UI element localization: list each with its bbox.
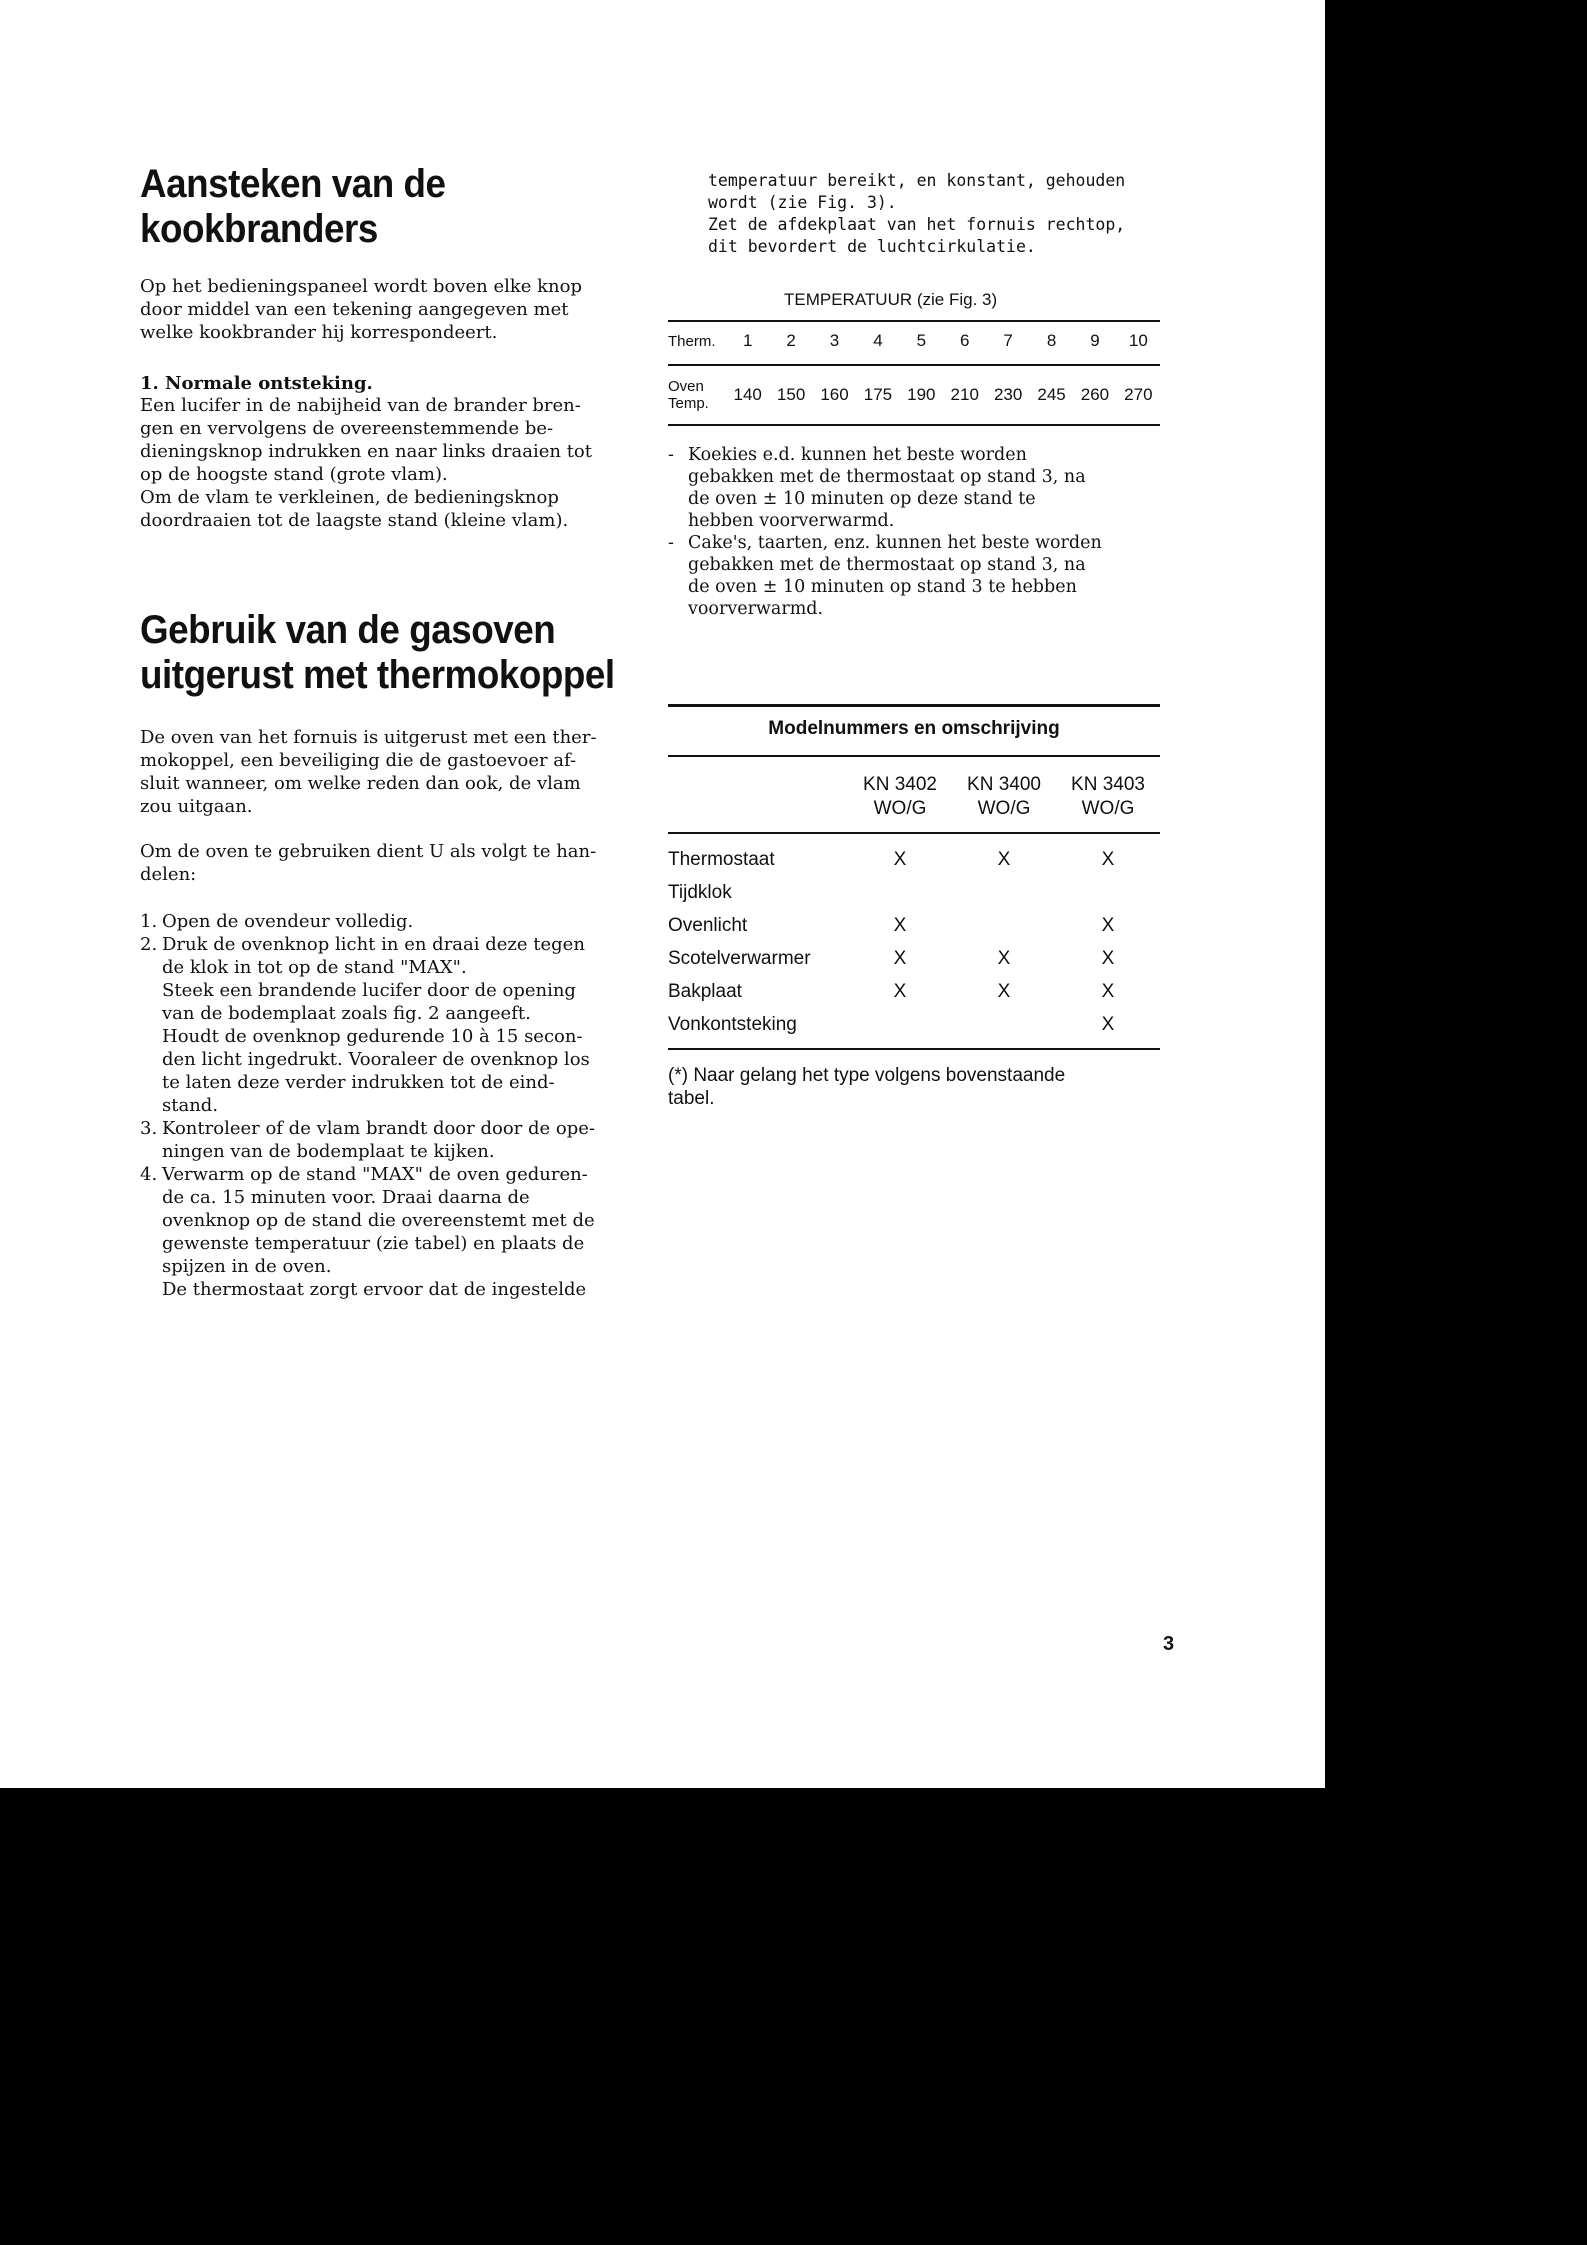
table-row — [668, 909, 1160, 942]
text-line: Om de vlam te verkleinen, de bedieningsknop — [140, 487, 559, 508]
text-line: te laten deze verder indrukken tot de eind- — [162, 1072, 555, 1093]
text-line: ovenknop op de stand die overeenstemt met de — [162, 1210, 595, 1231]
header-line: WO/G — [873, 798, 927, 819]
table-row — [668, 876, 1160, 909]
text-line: gen en vervolgens de overeenstemmende be- — [140, 418, 554, 439]
text-line: sluit wanneer, om welke reden dan ook, de vlam — [140, 773, 581, 794]
text-line: gebakken met de thermostaat op stand 3, na — [688, 467, 1086, 487]
table-cell: X — [893, 914, 907, 936]
text-line: De thermostaat zorgt ervoor dat de ingestelde — [162, 1279, 587, 1300]
table-rule — [668, 755, 1160, 757]
feature-label: Vonkontsteking — [668, 1013, 797, 1035]
therm-cell: 6 — [960, 331, 970, 350]
text-line: Druk de ovenknop licht in en draai deze tegen — [162, 934, 585, 955]
temp-cell: 270 — [1124, 385, 1153, 404]
model-column-header — [1056, 773, 1160, 821]
text-line: zou uitgaan. — [140, 796, 253, 817]
text-line: Houdt de ovenknop gedurende 10 à 15 secon- — [162, 1026, 583, 1047]
table-rule — [668, 320, 1160, 322]
feature-label: Thermostaat — [668, 848, 775, 870]
text-line: de oven ± 10 minuten op deze stand te — [688, 489, 1036, 509]
therm-cell: 9 — [1090, 331, 1100, 350]
text-line: dit bevordert de luchtcirkulatie. — [708, 237, 1036, 256]
therm-cell: 7 — [1003, 331, 1013, 350]
page-number: 3 — [1163, 1633, 1175, 1655]
therm-cell: 1 — [742, 331, 753, 350]
list-item — [140, 910, 595, 933]
list-item — [668, 532, 1102, 620]
text-line: Om de oven te gebruiken dient U als volgt te han- — [140, 841, 597, 862]
table-row — [668, 975, 1160, 1008]
table-rule — [668, 1048, 1160, 1050]
therm-cell: 3 — [829, 331, 840, 350]
therm-cell: 4 — [873, 331, 883, 350]
step-number: 1. — [140, 911, 158, 932]
text-line: voorverwarmd. — [688, 599, 824, 619]
row-label: Therm. — [668, 332, 716, 350]
feature-label: Tijdklok — [668, 881, 732, 903]
feature-label: Bakplaat — [668, 980, 742, 1002]
text-line: gewenste temperatuur (zie tabel) en plaats de — [162, 1233, 585, 1254]
step-number: 4. — [140, 1164, 158, 1185]
model-table-header — [668, 773, 1160, 821]
row-label — [668, 378, 726, 412]
text-line: de oven ± 10 minuten op stand 3 te hebben — [688, 577, 1077, 597]
temp-cell: 140 — [733, 385, 762, 404]
table-cell: X — [997, 848, 1011, 870]
intro-paragraph — [140, 275, 582, 344]
scan-border-bottom — [0, 1788, 1587, 2245]
table-cell: X — [997, 947, 1011, 969]
text-line: de klok in tot op de stand "MAX". — [162, 957, 467, 978]
table-cell: X — [893, 980, 907, 1002]
text-line: Zet de afdekplaat van het fornuis rechtop, — [708, 215, 1126, 234]
text-line: doordraaien tot de laagste stand (kleine vlam). — [140, 510, 569, 531]
table-rule — [668, 424, 1160, 426]
table-rule — [668, 704, 1160, 707]
text-line: wordt (zie Fig. 3). — [708, 193, 897, 212]
text-line: Steek een brandende lucifer door de opening — [162, 980, 576, 1001]
temp-cell: 160 — [820, 385, 849, 404]
heading-gasoven — [140, 608, 615, 698]
temperature-table — [668, 326, 1160, 416]
text-line: Op het bedieningspaneel wordt boven elke knop — [140, 276, 583, 297]
feature-label: Ovenlicht — [668, 914, 748, 936]
text-line: stand. — [162, 1095, 219, 1116]
text-line: gebakken met de thermostaat op stand 3, na — [688, 555, 1086, 575]
text-line: Open de ovendeur volledig. — [162, 911, 414, 932]
subheading-normale-ontsteking: 1. Normale ontsteking. — [140, 373, 373, 394]
text-line: tabel. — [668, 1088, 715, 1109]
heading-line: kookbranders — [140, 207, 378, 251]
text-line: Verwarm op de stand "MAX" de oven geduren- — [162, 1164, 588, 1185]
text-line: (*) Naar gelang het type volgens bovenstaande — [668, 1065, 1066, 1086]
list-item — [140, 1117, 595, 1163]
temp-cell: 230 — [993, 385, 1023, 404]
row-label-line: Oven — [668, 378, 704, 395]
text-line: spijzen in de oven. — [162, 1256, 332, 1277]
heading-line: Gebruik van de gasoven — [140, 608, 556, 652]
step-number: 2. — [140, 934, 158, 955]
text-line: temperatuur bereikt, en konstant, gehouden — [708, 171, 1126, 190]
temp-cell: 150 — [776, 385, 806, 404]
list-item — [140, 933, 595, 1117]
model-column-header — [952, 773, 1056, 821]
header-line: KN 3402 — [863, 774, 937, 795]
table-rule — [668, 364, 1160, 366]
therm-cell: 8 — [1046, 331, 1057, 350]
text-line: Kontroleer of de vlam brandt door door de ope- — [162, 1118, 595, 1139]
heading-line: Aansteken van de — [140, 162, 446, 206]
table-rule — [668, 832, 1160, 834]
model-table-footnote — [668, 1064, 1163, 1110]
heading-line: uitgerust met thermokoppel — [140, 653, 615, 697]
model-column-header — [848, 773, 952, 821]
text-line: Koekies e.d. kunnen het beste worden — [688, 445, 1027, 465]
list-item — [668, 444, 1102, 532]
row-label-line: Temp. — [668, 395, 709, 412]
table-row — [668, 942, 1160, 975]
table-cell: X — [1101, 947, 1115, 969]
text-line: Een lucifer in de nabijheid van de brander bren- — [140, 395, 581, 416]
table-cell: X — [997, 980, 1011, 1002]
steps-list — [140, 910, 595, 1301]
temp-cell: 190 — [907, 385, 936, 404]
list-item — [140, 1163, 595, 1301]
text-line: welke kookbrander hij korrespondeert. — [140, 322, 498, 343]
table-cell: X — [1101, 914, 1115, 936]
text-line: de ca. 15 minuten voor. Draai daarna de — [162, 1187, 530, 1208]
temp-cell: 175 — [863, 385, 893, 404]
continued-paragraph — [708, 170, 1125, 258]
temp-cell: 210 — [950, 385, 979, 404]
bullet-dash: - — [668, 445, 674, 465]
feature-label: Scotelverwarmer — [668, 947, 811, 969]
text-line: door middel van een tekening aangegeven met — [140, 299, 569, 320]
text-line: op de hoogste stand (grote vlam). — [140, 464, 448, 485]
thermocouple-paragraph — [140, 726, 597, 818]
header-line: WO/G — [977, 798, 1031, 819]
heading-aansteken — [140, 162, 446, 252]
table-cell: X — [893, 848, 907, 870]
temperature-caption: TEMPERATUUR (zie Fig. 3) — [784, 290, 998, 309]
temp-cell: 260 — [1080, 385, 1110, 404]
therm-cell: 10 — [1128, 331, 1148, 350]
text-line: ningen van de bodemplaat te kijken. — [162, 1141, 495, 1162]
header-line: KN 3403 — [1071, 774, 1145, 795]
table-row — [668, 1008, 1160, 1041]
text-line: delen: — [140, 864, 197, 885]
ignition-paragraph — [140, 394, 592, 532]
text-line: hebben voorverwarmd. — [688, 511, 895, 531]
bullet-dash: - — [668, 533, 674, 553]
text-line: van de bodemplaat zoals fig. 2 aangeeft. — [162, 1003, 531, 1024]
therm-cell: 5 — [916, 331, 927, 350]
temp-row — [668, 374, 1160, 416]
therm-cell: 2 — [786, 331, 796, 350]
usage-intro-paragraph — [140, 840, 596, 886]
text-line: Cake's, taarten, enz. kunnen het beste worden — [688, 533, 1102, 553]
model-table-title: Modelnummers en omschrijving — [768, 718, 1060, 739]
header-line: WO/G — [1081, 798, 1135, 819]
table-cell: X — [1101, 848, 1115, 870]
text-line: De oven van het fornuis is uitgerust met een ther- — [140, 727, 597, 748]
text-line: den licht ingedrukt. Vooraleer de ovenknop los — [162, 1049, 590, 1070]
step-number: 3. — [140, 1118, 158, 1139]
header-line: KN 3400 — [967, 774, 1041, 795]
table-cell: X — [893, 947, 907, 969]
model-table-body — [668, 843, 1160, 1041]
table-row — [668, 843, 1160, 876]
table-cell: X — [1101, 980, 1115, 1002]
therm-row — [668, 326, 1160, 356]
table-cell: X — [1101, 1013, 1115, 1035]
text-line: mokoppel, een beveiliging die de gastoevoer af- — [140, 750, 577, 771]
text-line: dieningsknop indrukken en naar links draaien tot — [140, 441, 593, 462]
temp-cell: 245 — [1037, 385, 1066, 404]
baking-tips — [668, 444, 1102, 620]
